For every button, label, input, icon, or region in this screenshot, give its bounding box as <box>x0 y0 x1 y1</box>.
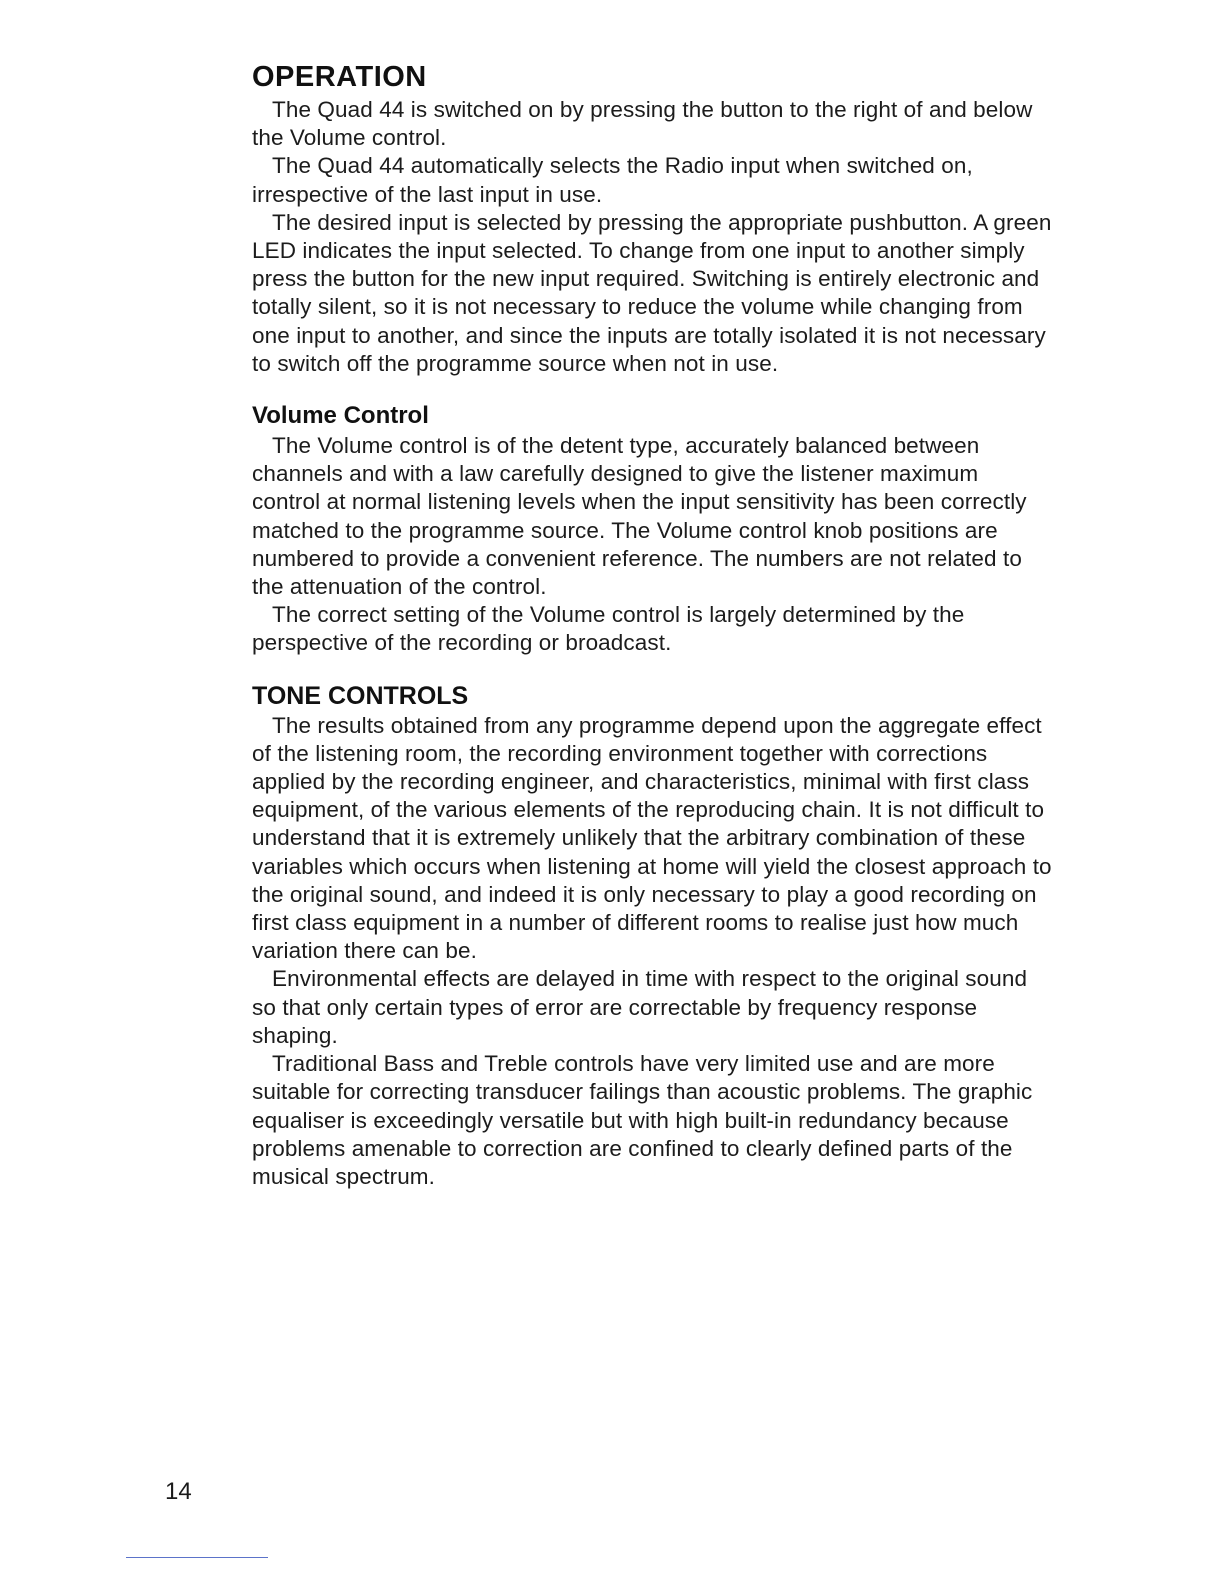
volume-control-section <box>252 400 1052 658</box>
tone-controls-paragraph-2: Environmental effects are delayed in time with respect to the original sound so that only certain types of error are correctable by frequency response shaping. <box>252 966 1028 1048</box>
operation-paragraph-3: The desired input is selected by pressing the appropriate pushbutton. A green LED indicates the input selected. To change from one input to another simply press the button for the new input required. Switching is entirely electronic and totally silent, so it is not necessary to reduce the volume while changing from one input to another, and since the inputs are totally isolated it is not necessary to switch off the programme source when not in use. <box>252 209 1052 376</box>
volume-control-paragraph-2: The correct setting of the Volume control is largely determined by the perspective of the recording or broadcast. <box>252 602 965 656</box>
volume-control-heading: Volume Control <box>252 402 429 430</box>
footer-divider <box>126 1557 268 1558</box>
operation-paragraph-1: The Quad 44 is switched on by pressing the button to the right of and below the Volume control. <box>252 97 1033 151</box>
manual-page <box>252 58 1052 1191</box>
operation-paragraph-2: The Quad 44 automatically selects the Radio input when switched on, irrespective of the last input in use. <box>252 153 973 207</box>
tone-controls-section <box>252 680 1052 1191</box>
page-number: 14 <box>165 1478 192 1505</box>
tone-controls-heading: TONE CONTROLS <box>252 681 469 710</box>
tone-controls-paragraph-1: The results obtained from any programme depend upon the aggregate effect of the listening room, the recording environment together with corrections applied by the recording engineer, and characteristics, minimal with first class equipment, of the various elements of the reproducing chain. It is not difficult to understand that it is extremely unlikely that the arbitrary combination of these variables which occurs when listening at home will yield the closest approach to the original sound, and indeed it is only necessary to play a good recording on first class equipment in a number of different rooms to realise just how much variation there can be. <box>252 712 1052 964</box>
operation-section <box>252 58 1052 378</box>
operation-heading: OPERATION <box>252 61 427 93</box>
tone-controls-paragraph-3: Traditional Bass and Treble controls have very limited use and are more suitable for correcting transducer failings than acoustic problems. The graphic equaliser is exceedingly versatile but with high built-in redundancy because problems amenable to correction are confined to clearly defined parts of the musical spectrum. <box>252 1051 1033 1189</box>
volume-control-paragraph-1: The Volume control is of the detent type, accurately balanced between channels and with a law carefully designed to give the listener maximum control at normal listening levels when the input sensitivity has been correctly matched to the programme source. The Volume control knob positions are numbered to provide a convenient reference. The numbers are not related to the attenuation of the control. <box>252 433 1027 600</box>
